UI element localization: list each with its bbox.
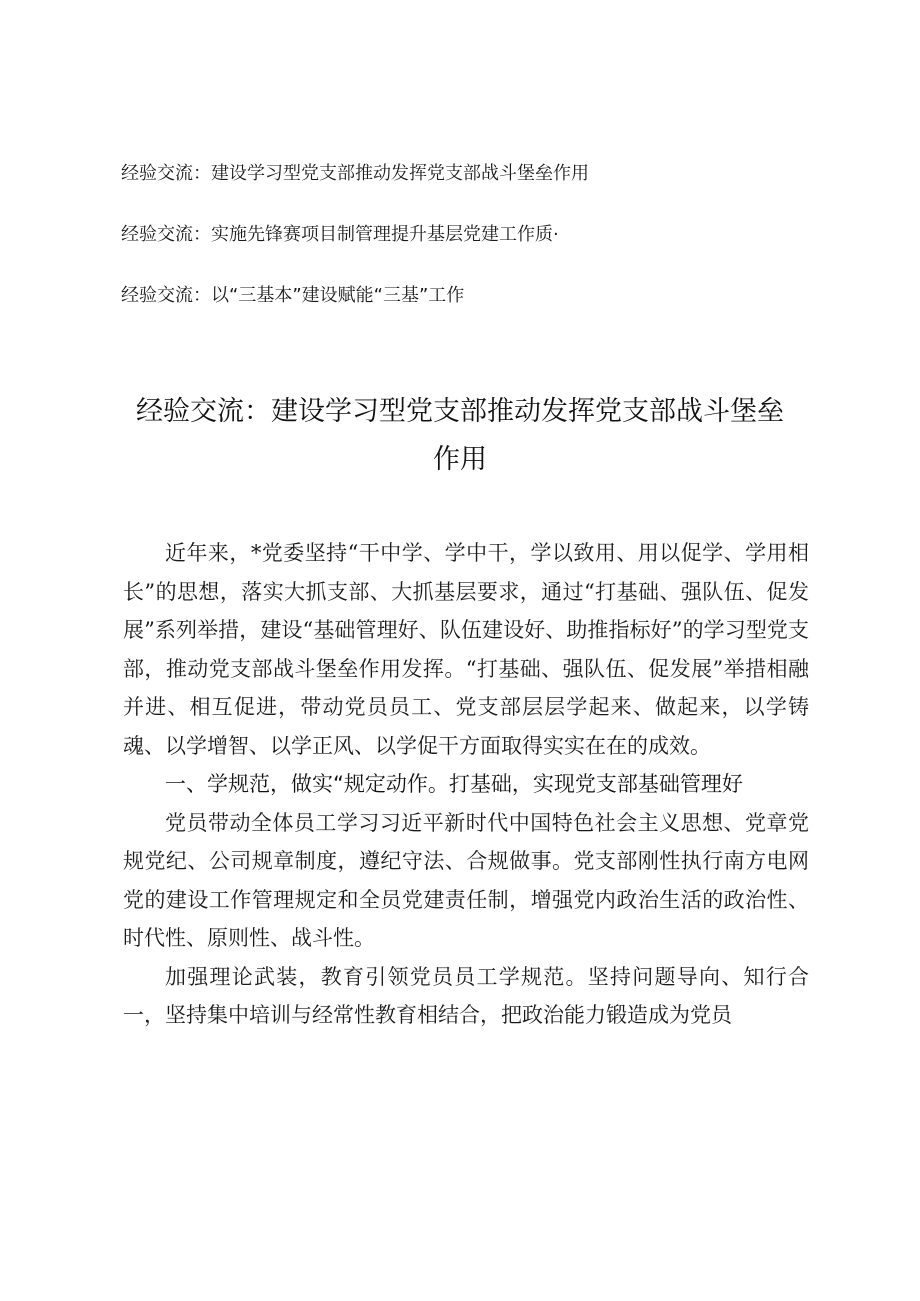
document-title-line: 作用 [433, 444, 487, 475]
body-paragraph: 加强理论武装，教育引领党员员工学规范。坚持问题导向、知行合一，坚持集中培训与经常性教育相结合，把政治能力锻造成为党员 [123, 964, 809, 1027]
document-title [100, 388, 820, 484]
document-title-line: 经验交流：建设学习型党支部推动发挥党支部战斗堡垒 [136, 396, 784, 427]
toc-item[interactable]: 经验交流：以“三基本”建设赋能“三基”工作 [121, 285, 465, 306]
document-body [123, 534, 809, 1035]
body-paragraph: 近年来，*党委坚持“干中学、学中干，学以致用、用以促学、学用相长”的思想，落实大抓支部、大抓基层要求，通过“打基础、强队伍、促发展”系列举措，建设“基础管理好、队伍建设好、助推指标好”的学习型党支部，推动党支部战斗堡垒作用发挥。“打基础、强队伍、促发展”举措相融并进、相互促进，带动党员员工、党支部层层学起来、做起来，以学铸魂、以学增智、以学正风、以学促干方面取得实实在在的成效。 [123, 541, 809, 758]
toc-item[interactable]: 经验交流：建设学习型党支部推动发挥党支部战斗堡垒作用 [121, 163, 589, 184]
body-paragraph: 党员带动全体员工学习习近平新时代中国特色社会主义思想、党章党规党纪、公司规章制度，遵纪守法、合规做事。党支部刚性执行南方电网党的建设工作管理规定和全员党建责任制，增强党内政治生活的政治性、时代性、原则性、战斗性。 [123, 810, 809, 950]
table-of-contents [121, 160, 821, 343]
section-heading: 一、学规范，做实“规定动作。打基础，实现党支部基础管理好 [165, 772, 743, 796]
toc-item[interactable]: 经验交流：实施先锋赛项目制管理提升基层党建工作质· [121, 224, 559, 245]
